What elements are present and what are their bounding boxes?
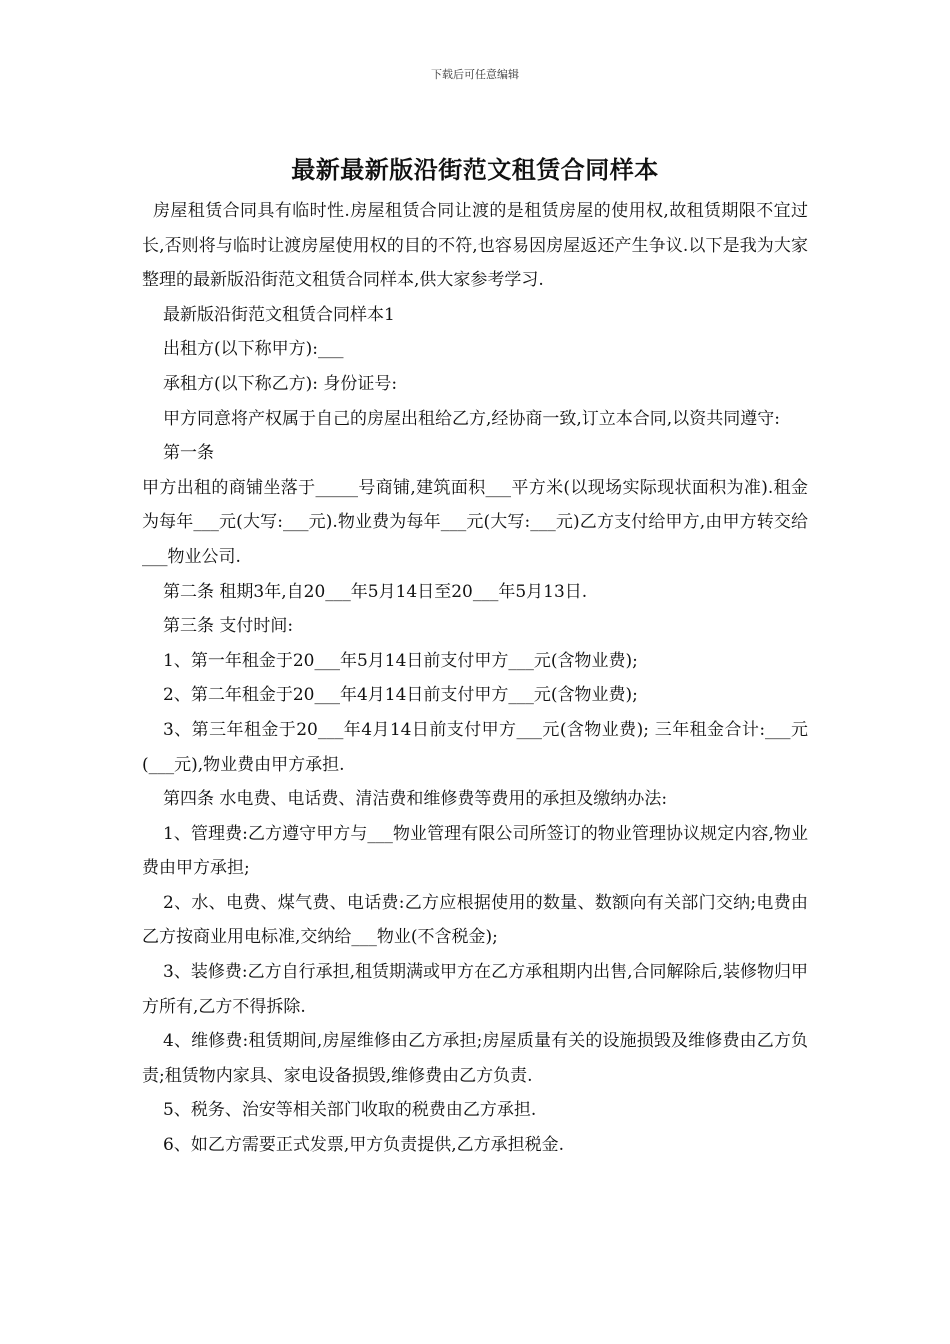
paragraph-article-1-heading: 第一条 — [163, 443, 214, 464]
paragraph-lessee: 承租方(以下称乙方): 身份证号: — [163, 373, 398, 394]
document-body — [142, 194, 808, 1163]
paragraph-intro: 房屋租赁合同具有临时性.房屋租赁合同让渡的是租赁房屋的使用权,故租赁期限不宜过长,否则将与临时让渡房屋使用权的目的不符,也容易因房屋返还产生争议.以下是我为大家整理的最新版沿街范文租赁合同样本,供大家参考学习. — [142, 201, 808, 291]
paragraph-sample-heading: 最新版沿街范文租赁合同样本1 — [163, 304, 395, 325]
paragraph-fee-maintenance: 4、维修费:租赁期间,房屋维修由乙方承担;房屋质量有关的设施损毁及维修费由乙方负责;租赁物内家具、家电设备损毁,维修费由乙方负责. — [142, 1031, 808, 1086]
paragraph-article-2: 第二条 租期3年,自20___年5月14日至20___年5月13日. — [163, 581, 588, 602]
header-note: 下载后可任意编辑 — [431, 68, 519, 81]
paragraph-payment-2: 2、第二年租金于20___年4月14日前支付甲方___元(含物业费); — [163, 685, 638, 706]
paragraph-article-3-heading: 第三条 支付时间: — [163, 616, 294, 637]
paragraph-fee-decoration: 3、装修费:乙方自行承担,租赁期满或甲方在乙方承租期内出售,合同解除后,装修物归甲方所有,乙方不得拆除. — [142, 962, 808, 1017]
paragraph-payment-3: 3、第三年租金于20___年4月14日前支付甲方___元(含物业费); 三年租金合计:___元(___元),物业费由甲方承担. — [142, 719, 808, 775]
paragraph-lessor: 出租方(以下称甲方):___ — [163, 339, 344, 360]
paragraph-payment-1: 1、第一年租金于20___年5月14日前支付甲方___元(含物业费); — [163, 650, 638, 671]
paragraph-article-1-body: 甲方出租的商铺坐落于_____号商铺,建筑面积___平方米(以现场实际现状面积为准).租金为每年___元(大写:___元).物业费为每年___元(大写:___元)乙方支付给甲方,由甲方转交给___物业公司. — [142, 477, 808, 567]
paragraph-agreement: 甲方同意将产权属于自己的房屋出租给乙方,经协商一致,订立本合同,以资共同遵守: — [163, 408, 780, 429]
paragraph-fee-management: 1、管理费:乙方遵守甲方与___物业管理有限公司所签订的物业管理协议规定内容,物业费由甲方承担; — [142, 823, 808, 879]
document-title: 最新最新版沿街范文租赁合同样本 — [291, 155, 659, 184]
paragraph-article-4-heading: 第四条 水电费、电话费、清洁费和维修费等费用的承担及缴纳办法: — [163, 789, 668, 810]
paragraph-fee-utilities: 2、水、电费、煤气费、电话费:乙方应根据使用的数量、数额向有关部门交纳;电费由乙方按商业用电标准,交纳给___物业(不含税金); — [142, 892, 808, 948]
paragraph-fee-invoice: 6、如乙方需要正式发票,甲方负责提供,乙方承担税金. — [163, 1135, 565, 1156]
paragraph-fee-taxes: 5、税务、治安等相关部门收取的税费由乙方承担. — [163, 1100, 537, 1121]
